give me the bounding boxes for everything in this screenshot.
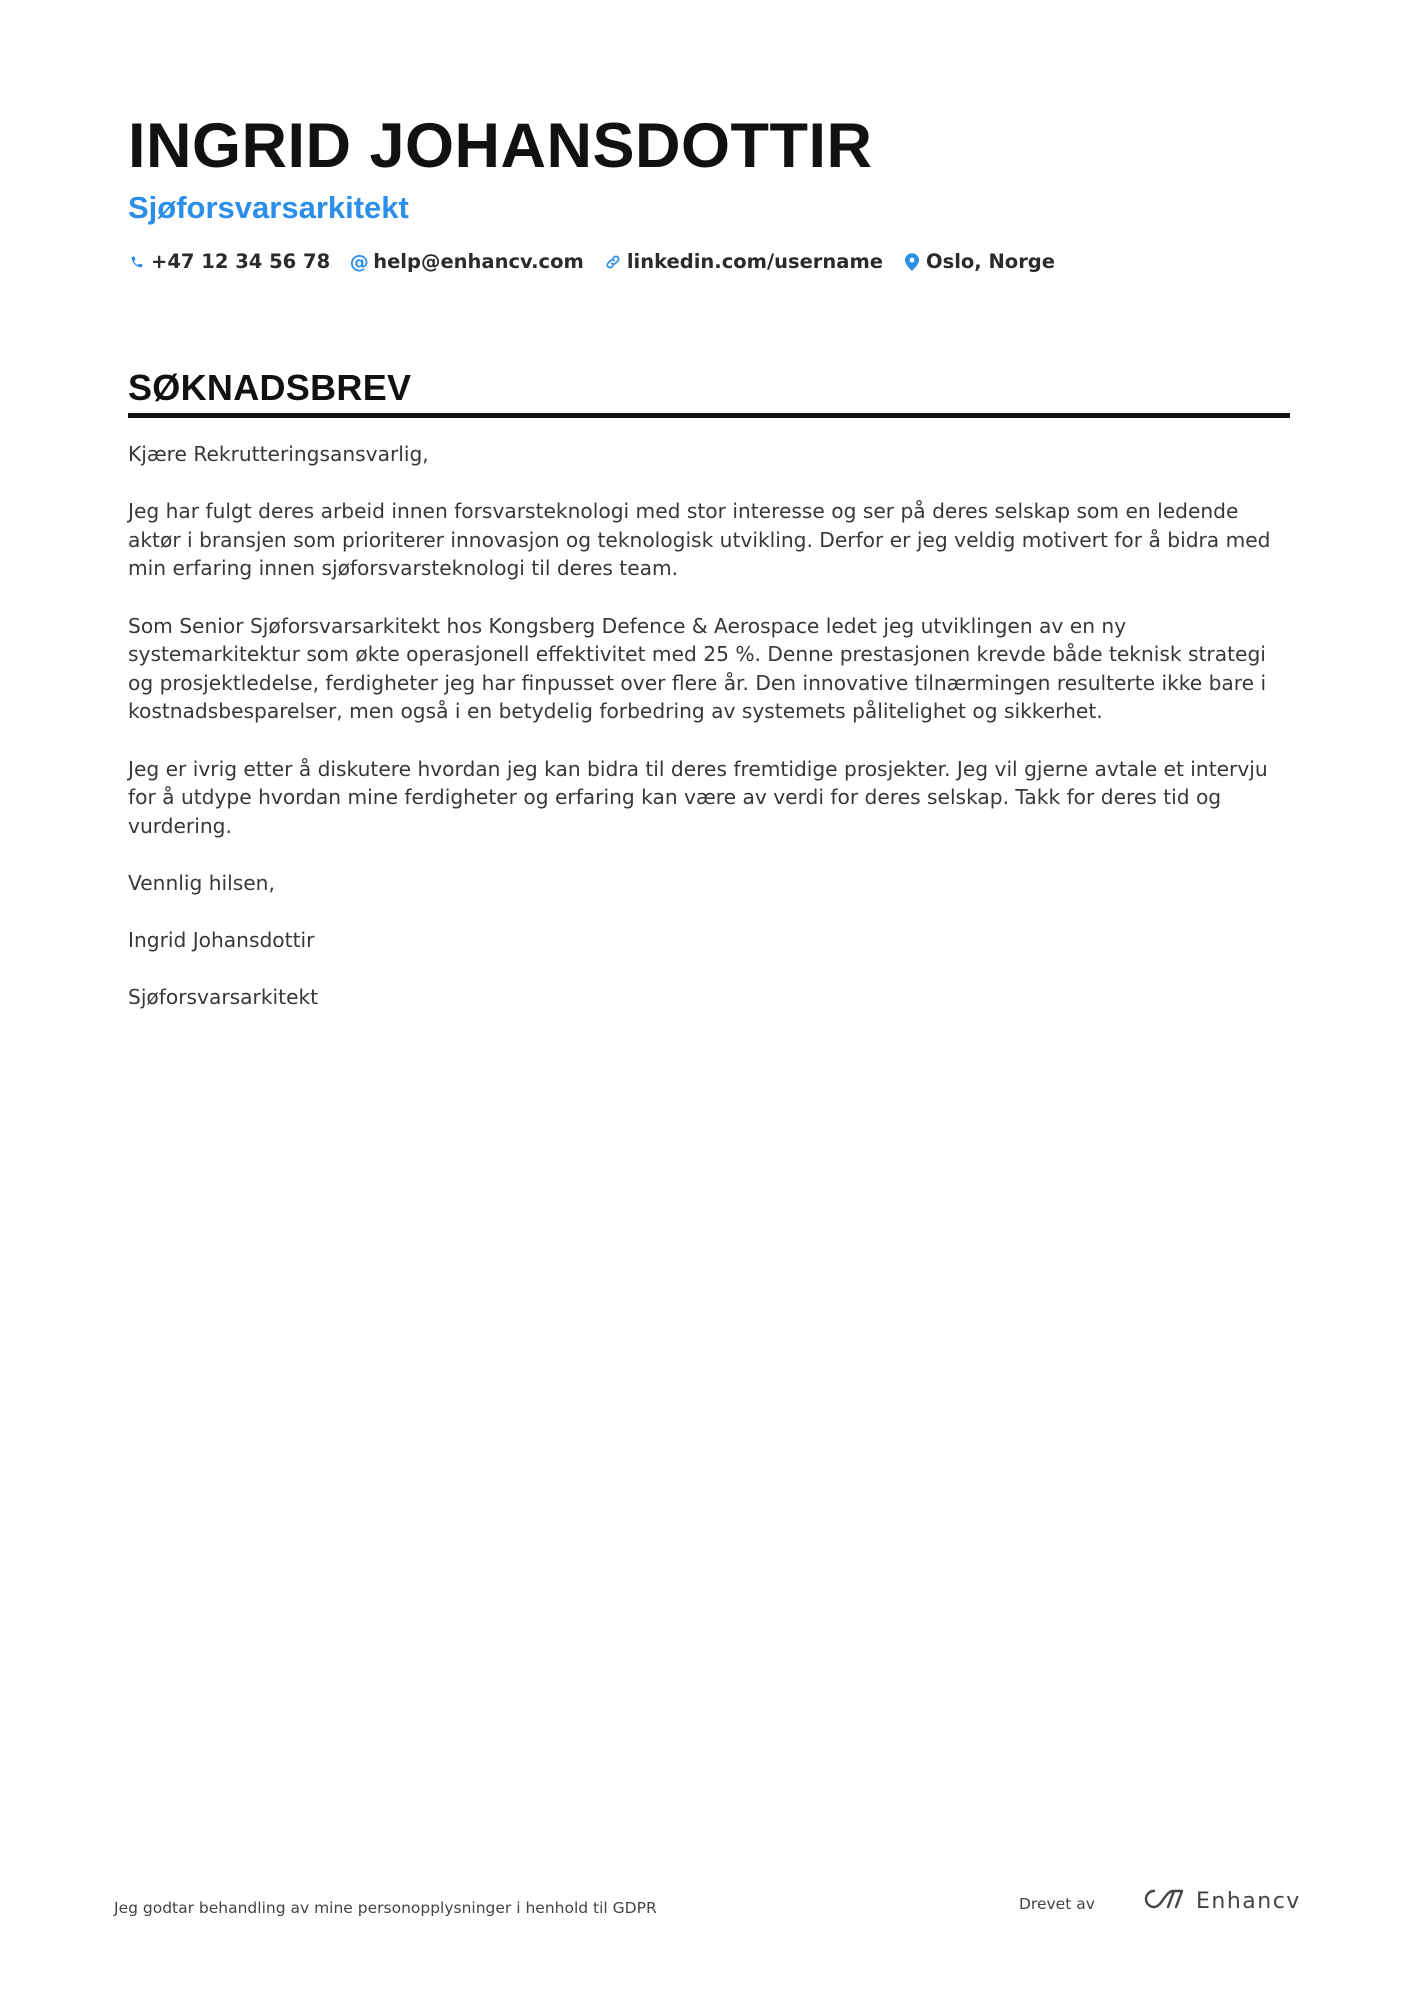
letter-closing: Vennlig hilsen, [128, 870, 275, 895]
letter-paragraph: Jeg har fulgt deres arbeid innen forsvarsteknologi med stor interesse og ser på deres selskap som en ledende aktør i bransjen som prioriterer innovasjon og teknologisk utvikling. Derfor er jeg veldig motivert for å bidra med min erfaring innen sjøforsvarsteknologi til deres team. [128, 499, 1271, 581]
contact-location-text: Oslo, Norge [926, 250, 1055, 273]
contact-bar [128, 250, 1288, 273]
contact-linkedin[interactable] [604, 250, 883, 273]
footer [0, 1880, 1410, 1940]
signature-title: Sjøforsvarsarkitekt [128, 985, 319, 1010]
link-icon [604, 252, 622, 272]
location-pin-icon [903, 252, 921, 272]
gdpr-consent-text: Jeg godtar behandling av mine personopplysninger i henhold til GDPR [114, 1899, 657, 1917]
section-divider [128, 413, 1290, 418]
contact-linkedin-text: linkedin.com/username [626, 250, 884, 273]
enhancv-logo-icon [1140, 1886, 1186, 1916]
brand-name: Enhancv [1196, 1888, 1301, 1914]
letter-paragraph: Jeg er ivrig etter å diskutere hvordan jeg kan bidra til deres fremtidige prosjekter. Jeg vil gjerne avtale et intervju for å utdype hvordan mine ferdigheter og erfaring kan være av verdi for deres selskap. Takk for deres tid og vurdering. [128, 756, 1268, 838]
at-icon: @ [349, 250, 369, 273]
letter-body [128, 440, 1290, 1012]
contact-email-text: help@enhancv.com [373, 250, 584, 273]
signature-name: Ingrid Johansdottir [128, 928, 315, 953]
contact-phone[interactable] [128, 250, 330, 273]
letter-paragraph: Som Senior Sjøforsvarsarkitekt hos Kongsberg Defence & Aerospace ledet jeg utviklingen av en ny systemarkitektur som økte operasjonell effektivitet med 25 %. Denne prestasjonen krevde både teknisk strategi og prosjektledelse, ferdigheter jeg har finpusset over flere år. Den innovative tilnærmingen resulterte ikke bare i kostnadsbesparelser, men også i en betydelig forbedring av systemets pålitelighet og sikkerhet. [128, 613, 1267, 724]
header [128, 108, 1288, 273]
cover-letter-section [128, 365, 1290, 1040]
section-title: SØKNADSBREV [128, 367, 412, 408]
applicant-name: INGRID JOHANSDOTTIR [128, 111, 873, 181]
contact-email[interactable] [350, 250, 584, 273]
powered-by-label: Drevet av [1019, 1895, 1095, 1913]
applicant-role: Sjøforsvarsarkitekt [128, 190, 409, 225]
letter-greeting: Kjære Rekrutteringsansvarlig, [128, 442, 429, 466]
contact-location [903, 250, 1055, 273]
phone-icon [128, 252, 146, 272]
contact-phone-text: +47 12 34 56 78 [151, 250, 331, 273]
enhancv-brand[interactable] [1140, 1886, 1301, 1916]
